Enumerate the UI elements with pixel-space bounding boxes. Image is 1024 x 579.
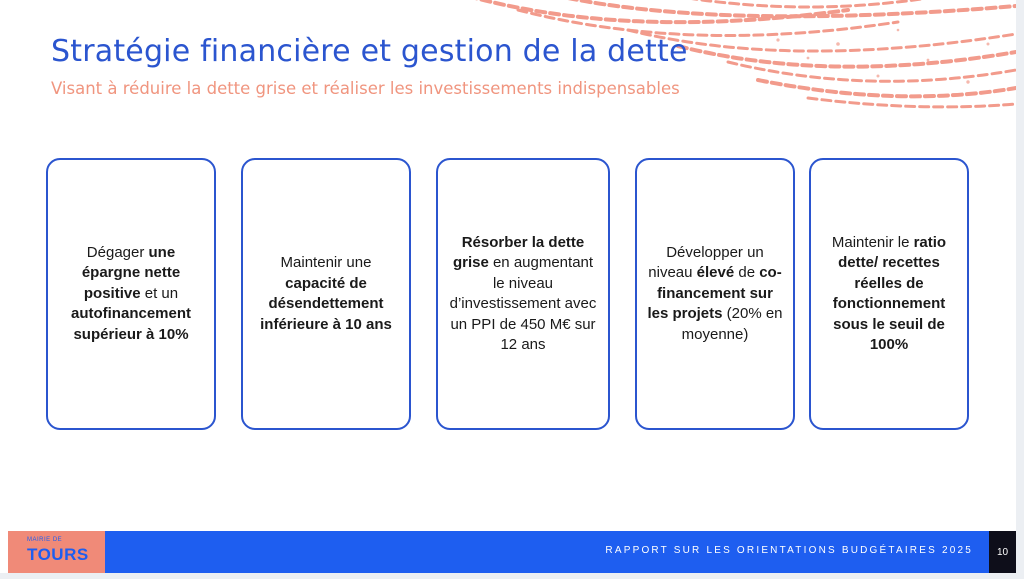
- viewer-edge-right: [1016, 0, 1024, 579]
- objective-card-text: [821, 233, 957, 356]
- body-text: Maintenir une: [280, 254, 372, 271]
- objective-card-text: [58, 243, 204, 346]
- page-number: 10: [989, 531, 1016, 573]
- body-text: Maintenir le: [831, 233, 914, 251]
- body-text: Développer un niveau: [648, 243, 764, 282]
- slide: [8, 0, 1016, 573]
- emphasis-text: élevé: [696, 264, 735, 282]
- objective-card-savings: [46, 158, 216, 430]
- emphasis-text: Résorber la dette grise: [452, 233, 585, 271]
- footer-bar: [8, 531, 1016, 573]
- report-title: RAPPORT SUR LES ORIENTATIONS BUDGÉTAIRES 2025: [605, 545, 973, 556]
- objective-card-text: [448, 233, 598, 356]
- objective-card-text: [647, 243, 783, 346]
- logo-main-text: TOURS: [27, 545, 89, 564]
- city-logo: [8, 531, 105, 573]
- logo-small-text: MAIRIE DE: [27, 537, 63, 543]
- emphasis-text: autofinancement supérieur à 10%: [70, 305, 191, 343]
- emphasis-text: ratio dette/ recettes réelles de fonctionnement sous le seuil de 100%: [832, 233, 947, 353]
- slide-subtitle: Visant à réduire la dette grise et réaliser les investissements indispensables: [51, 79, 680, 98]
- objective-card-grey-debt: [436, 158, 610, 430]
- emphasis-text: capacité de désendettement inférieure à 10 ans: [260, 274, 392, 333]
- objective-card-text: [253, 253, 399, 335]
- emphasis-text: une épargne nette positive: [81, 243, 181, 302]
- slide-title: Stratégie financière et gestion de la dette: [51, 34, 688, 69]
- body-text: et un: [140, 284, 179, 302]
- body-text: en augmentant le niveau d’investissement avec un PPI de 450 M€ sur 12 ans: [449, 254, 597, 353]
- objective-card-co-financing: [635, 158, 795, 430]
- body-text: Dégager: [86, 243, 149, 261]
- body-text: de: [734, 264, 760, 282]
- objective-card-debt-ratio: [809, 158, 969, 430]
- viewer-edge-bottom: [0, 573, 1024, 579]
- body-text: (20% en moyenne): [681, 305, 783, 343]
- emphasis-text: co-financement sur les projets: [647, 264, 782, 323]
- objective-card-debt-capacity: [241, 158, 411, 430]
